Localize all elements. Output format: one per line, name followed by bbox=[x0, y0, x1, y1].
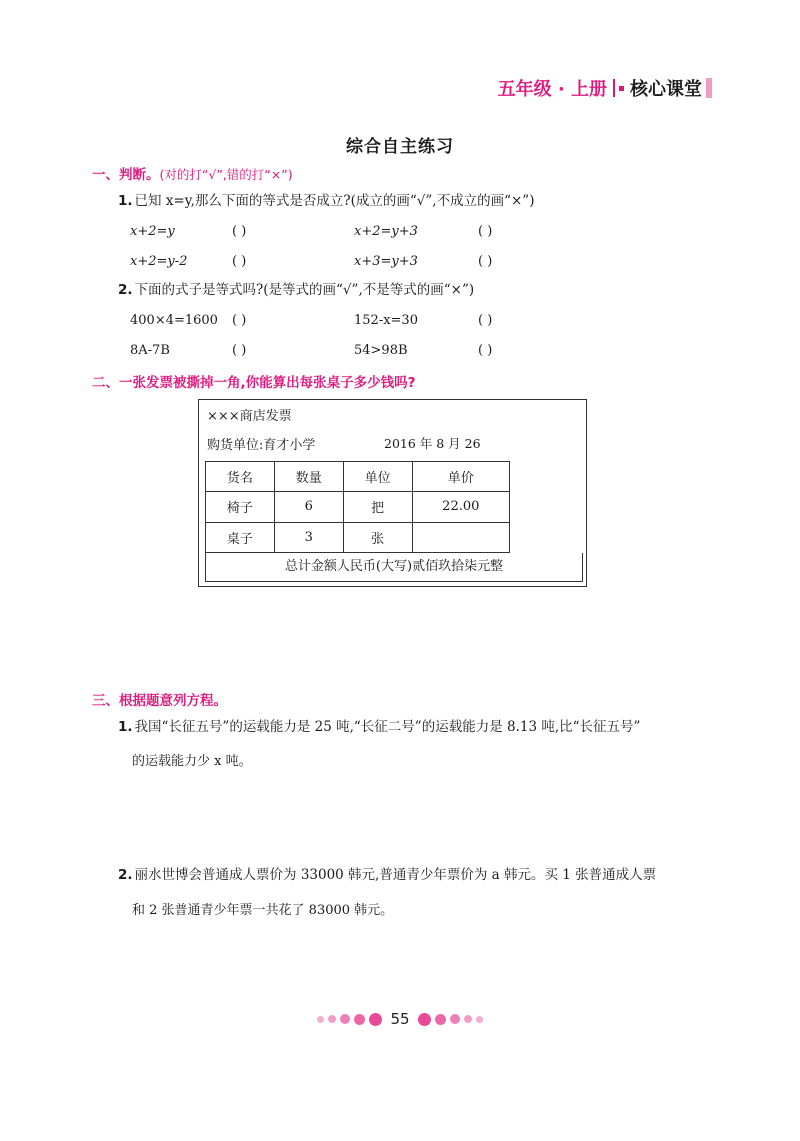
section-3-heading: 三、根据题意列方程。 bbox=[92, 693, 227, 709]
answer-blank[interactable]: ( ) bbox=[478, 343, 493, 358]
question-1-1-text: 已知 x=y,那么下面的等式是否成立?(成立的画“√”,不成立的画“×”) bbox=[134, 193, 535, 209]
page-title: 综合自主练习 bbox=[346, 137, 454, 157]
dot-icon bbox=[340, 1014, 350, 1024]
expression: 152-x=30 bbox=[354, 313, 418, 328]
question-3-2-number: 2. bbox=[118, 867, 133, 883]
answer-blank[interactable]: ( ) bbox=[232, 313, 247, 328]
question-3-1 bbox=[118, 718, 640, 736]
dot-icon bbox=[328, 1015, 336, 1023]
question-3-1-line1: 我国“长征五号”的运载能力是 25 吨,“长征二号”的运载能力是 8.13 吨,比“长征五号” bbox=[134, 719, 641, 735]
answer-blank[interactable]: ( ) bbox=[478, 313, 493, 328]
dot-icon bbox=[354, 1014, 365, 1025]
table-cell: 6 bbox=[274, 492, 343, 522]
question-1-2 bbox=[118, 281, 474, 299]
table-header-cell: 数量 bbox=[274, 462, 343, 492]
table-cell: 桌子 bbox=[206, 522, 275, 552]
question-3-2 bbox=[118, 866, 656, 884]
grade-label: 五年级 · 上册 bbox=[497, 79, 607, 100]
table-cell: 椅子 bbox=[206, 492, 275, 522]
expression: 400×4=1600 bbox=[130, 313, 218, 328]
dot-icon bbox=[435, 1014, 446, 1025]
dot-icon bbox=[450, 1014, 460, 1024]
section-1-note: (对的打“√”,错的打“×”) bbox=[159, 167, 293, 182]
table-header-cell: 单位 bbox=[343, 462, 412, 492]
dot-icon bbox=[317, 1016, 324, 1023]
answer-blank[interactable]: ( ) bbox=[232, 254, 247, 269]
answer-blank[interactable]: ( ) bbox=[232, 343, 247, 358]
answer-blank[interactable]: ( ) bbox=[478, 254, 493, 269]
expression: 8A-7B bbox=[130, 343, 170, 358]
expression: 54>98B bbox=[354, 343, 408, 358]
invoice-title: ×××商店发票 bbox=[207, 409, 292, 424]
table-cell: 22.00 bbox=[412, 492, 509, 522]
expression: x+3=y+3 bbox=[354, 254, 418, 269]
table-header-cell: 单价 bbox=[412, 462, 509, 492]
expression: x+2=y bbox=[130, 224, 175, 239]
header-divider bbox=[613, 79, 615, 97]
invoice-figure bbox=[198, 399, 587, 587]
header-bar-icon bbox=[706, 78, 712, 98]
section-1-heading bbox=[92, 163, 293, 183]
dot-icon bbox=[476, 1016, 483, 1023]
running-header bbox=[498, 76, 712, 100]
table-cell-missing-price bbox=[412, 522, 509, 552]
dot-icon bbox=[418, 1013, 431, 1026]
question-3-2-line1: 丽水世博会普通成人票价为 33000 韩元,普通青少年票价为 a 韩元。买 1 张普通成人票 bbox=[134, 867, 657, 883]
header-square-icon bbox=[619, 86, 624, 91]
section-2-heading: 二、一张发票被撕掉一角,你能算出每张桌子多少钱吗? bbox=[92, 375, 416, 391]
question-1-1-number: 1. bbox=[118, 193, 133, 209]
page-number: 55 bbox=[390, 1010, 410, 1028]
table-cell: 张 bbox=[343, 522, 412, 552]
question-1-2-number: 2. bbox=[118, 282, 133, 298]
table-header-row bbox=[206, 462, 510, 492]
question-1-1 bbox=[118, 192, 534, 210]
invoice-table bbox=[205, 461, 510, 553]
answer-blank[interactable]: ( ) bbox=[478, 224, 493, 239]
question-3-1-line2: 的运载能力少 x 吨。 bbox=[132, 754, 252, 769]
section-1-title: 一、判断。 bbox=[92, 167, 160, 183]
page-footer bbox=[0, 1010, 800, 1028]
invoice-date: 2016 年 8 月 26 bbox=[384, 436, 481, 451]
expression: x+2=y+3 bbox=[354, 224, 418, 239]
answer-blank[interactable]: ( ) bbox=[232, 224, 247, 239]
table-row bbox=[206, 492, 510, 522]
brand-label: 核心课堂 bbox=[630, 79, 702, 100]
dot-icon bbox=[369, 1013, 382, 1026]
expression: x+2=y-2 bbox=[130, 254, 188, 269]
table-cell: 把 bbox=[343, 492, 412, 522]
question-3-2-line2: 和 2 张普通青少年票一共花了 83000 韩元。 bbox=[132, 903, 394, 918]
table-cell: 3 bbox=[274, 522, 343, 552]
table-header-cell: 货名 bbox=[206, 462, 275, 492]
table-row bbox=[206, 522, 510, 552]
invoice-total: 总计金额人民币(大写)贰佰玖拾柒元整 bbox=[205, 553, 583, 582]
question-3-1-number: 1. bbox=[118, 719, 133, 735]
dot-icon bbox=[464, 1015, 472, 1023]
invoice-buyer: 购货单位:育才小学 bbox=[207, 438, 316, 453]
question-1-2-text: 下面的式子是等式吗?(是等式的画“√”,不是等式的画“×”) bbox=[134, 282, 475, 298]
